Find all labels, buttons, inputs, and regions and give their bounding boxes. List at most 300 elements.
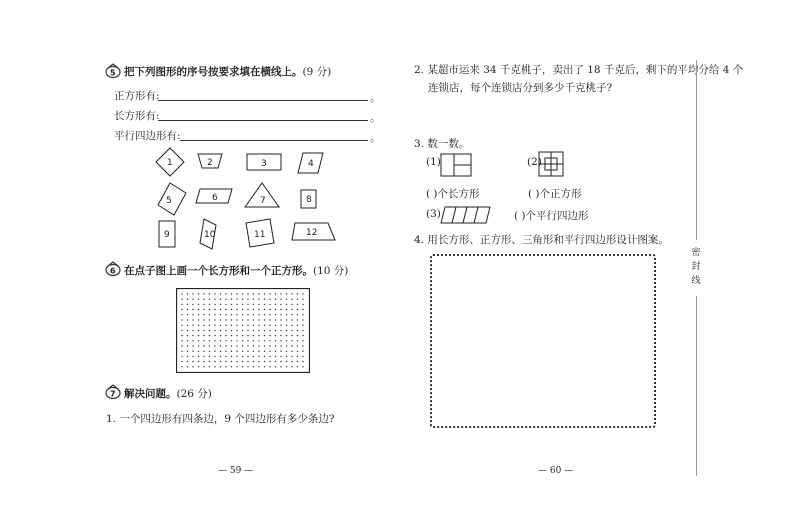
grid-dot bbox=[275, 356, 276, 357]
grid-dot bbox=[203, 340, 204, 341]
grid-dot bbox=[209, 293, 210, 294]
grid-dot bbox=[242, 366, 243, 367]
grid-dot bbox=[291, 340, 292, 341]
grid-dot bbox=[291, 325, 292, 326]
grid-dot bbox=[280, 361, 281, 362]
grid-dot bbox=[192, 340, 193, 341]
grid-dot bbox=[280, 356, 281, 357]
grid-dot bbox=[203, 293, 204, 294]
grid-dot bbox=[253, 335, 254, 336]
grid-dot bbox=[286, 299, 287, 300]
grid-dot bbox=[181, 335, 182, 336]
grid-dot bbox=[242, 361, 243, 362]
grid-dot bbox=[264, 366, 265, 367]
grid-dot bbox=[280, 340, 281, 341]
grid-dot bbox=[225, 293, 226, 294]
shape-5 bbox=[158, 183, 186, 215]
grid-dot bbox=[286, 304, 287, 305]
grid-dot bbox=[297, 314, 298, 315]
binding-label: 密 封 线 bbox=[691, 248, 701, 286]
grid-dot bbox=[269, 356, 270, 357]
grid-dot bbox=[214, 356, 215, 357]
grid-dot bbox=[247, 299, 248, 300]
grid-dot bbox=[258, 299, 259, 300]
grid-dot bbox=[302, 293, 303, 294]
section-6-icon bbox=[104, 261, 122, 277]
grid-dot bbox=[275, 293, 276, 294]
grid-dot bbox=[242, 309, 243, 310]
grid-dot bbox=[181, 345, 182, 346]
grid-dot bbox=[253, 293, 254, 294]
grid-dot bbox=[225, 345, 226, 346]
grid-dot bbox=[269, 366, 270, 367]
grid-dot bbox=[225, 299, 226, 300]
grid-dot bbox=[297, 345, 298, 346]
grid-dot bbox=[225, 340, 226, 341]
answer-squares[interactable]: ( )个正方形 bbox=[528, 188, 582, 200]
grid-dot bbox=[198, 314, 199, 315]
grid-dot bbox=[220, 356, 221, 357]
grid-dot bbox=[302, 314, 303, 315]
grid-dot bbox=[280, 330, 281, 331]
svg-text:9: 9 bbox=[164, 230, 170, 240]
grid-dot bbox=[209, 366, 210, 367]
svg-text:4: 4 bbox=[308, 159, 314, 169]
grid-dot bbox=[203, 299, 204, 300]
grid-dot bbox=[286, 330, 287, 331]
grid-dot bbox=[242, 351, 243, 352]
grid-dot bbox=[231, 319, 232, 320]
dot-grid[interactable] bbox=[176, 288, 310, 373]
grid-dot bbox=[269, 304, 270, 305]
grid-dot bbox=[280, 325, 281, 326]
grid-dot bbox=[297, 319, 298, 320]
grid-dot bbox=[192, 351, 193, 352]
grid-dot bbox=[275, 351, 276, 352]
grid-dot bbox=[302, 366, 303, 367]
grid-dot bbox=[242, 314, 243, 315]
grid-dot bbox=[214, 293, 215, 294]
grid-dot bbox=[220, 304, 221, 305]
grid-dot bbox=[291, 309, 292, 310]
grid-dot bbox=[198, 309, 199, 310]
grid-dot bbox=[203, 335, 204, 336]
svg-text:5: 5 bbox=[110, 68, 116, 78]
question-1: 1. 一个四边形有四条边，9 个四边形有多少条边? bbox=[106, 413, 335, 425]
grid-dot bbox=[236, 314, 237, 315]
grid-dot bbox=[286, 314, 287, 315]
grid-dot bbox=[236, 325, 237, 326]
grid-dot bbox=[187, 293, 188, 294]
grid-dot bbox=[286, 351, 287, 352]
grid-dot bbox=[264, 351, 265, 352]
grid-dot bbox=[187, 361, 188, 362]
grid-dot bbox=[286, 361, 287, 362]
grid-dot bbox=[275, 340, 276, 341]
grid-dot bbox=[192, 335, 193, 336]
grid-dot bbox=[242, 304, 243, 305]
grid-dot bbox=[269, 340, 270, 341]
grid-dot bbox=[225, 314, 226, 315]
grid-dot bbox=[302, 340, 303, 341]
grid-dot bbox=[203, 314, 204, 315]
grid-dot bbox=[187, 340, 188, 341]
grid-dot bbox=[187, 351, 188, 352]
grid-dot bbox=[198, 335, 199, 336]
grid-dot bbox=[181, 319, 182, 320]
grid-dot bbox=[214, 304, 215, 305]
grid-dot bbox=[203, 345, 204, 346]
grid-dot bbox=[258, 361, 259, 362]
grid-dot bbox=[258, 351, 259, 352]
grid-dot bbox=[242, 356, 243, 357]
grid-dot bbox=[181, 356, 182, 357]
grid-dot bbox=[187, 304, 188, 305]
grid-dot bbox=[236, 335, 237, 336]
grid-dot bbox=[247, 304, 248, 305]
grid-dot bbox=[269, 345, 270, 346]
grid-dot bbox=[220, 335, 221, 336]
answer-line-square[interactable] bbox=[158, 100, 368, 101]
grid-dot bbox=[269, 319, 270, 320]
answer-line-rect[interactable] bbox=[158, 120, 368, 121]
grid-dot bbox=[269, 314, 270, 315]
grid-dot bbox=[291, 319, 292, 320]
grid-dot bbox=[297, 340, 298, 341]
grid-dot bbox=[236, 366, 237, 367]
svg-text:12: 12 bbox=[306, 228, 318, 238]
grid-dot bbox=[247, 309, 248, 310]
grid-dot bbox=[236, 361, 237, 362]
page-number-59: — 59 — bbox=[218, 466, 254, 476]
grid-dot bbox=[258, 366, 259, 367]
grid-dot bbox=[291, 293, 292, 294]
grid-dot bbox=[181, 299, 182, 300]
grid-dot bbox=[187, 299, 188, 300]
grid-dot bbox=[264, 340, 265, 341]
grid-dot bbox=[280, 366, 281, 367]
grid-dot bbox=[231, 351, 232, 352]
svg-text:8: 8 bbox=[306, 195, 312, 205]
grid-dot bbox=[242, 340, 243, 341]
grid-dot bbox=[269, 309, 270, 310]
grid-dot bbox=[214, 366, 215, 367]
row-rect-label: 长方形有: bbox=[114, 110, 160, 122]
grid-dot bbox=[286, 345, 287, 346]
grid-dot bbox=[231, 330, 232, 331]
grid-dot bbox=[242, 293, 243, 294]
grid-dot bbox=[209, 299, 210, 300]
grid-dot bbox=[291, 361, 292, 362]
grid-dot bbox=[225, 304, 226, 305]
grid-dot bbox=[297, 304, 298, 305]
grid-dot bbox=[264, 314, 265, 315]
grid-dot bbox=[187, 319, 188, 320]
grid-dot bbox=[181, 314, 182, 315]
grid-dot bbox=[198, 330, 199, 331]
grid-dot bbox=[231, 361, 232, 362]
design-area[interactable] bbox=[430, 254, 656, 428]
grid-dot bbox=[302, 351, 303, 352]
grid-dot bbox=[253, 319, 254, 320]
grid-dot bbox=[192, 330, 193, 331]
answer-rectangles[interactable]: ( )个长方形 bbox=[426, 188, 480, 200]
grid-dot bbox=[269, 293, 270, 294]
grid-dot bbox=[198, 304, 199, 305]
grid-dot bbox=[192, 319, 193, 320]
grid-dot bbox=[297, 335, 298, 336]
grid-dot bbox=[203, 325, 204, 326]
grid-dot bbox=[220, 351, 221, 352]
grid-dot bbox=[231, 325, 232, 326]
grid-dot bbox=[291, 299, 292, 300]
grid-dot bbox=[286, 325, 287, 326]
grid-dot bbox=[291, 314, 292, 315]
grid-dot bbox=[264, 304, 265, 305]
grid-dot bbox=[269, 351, 270, 352]
grid-dot bbox=[247, 340, 248, 341]
grid-dot bbox=[258, 325, 259, 326]
grid-dot bbox=[198, 293, 199, 294]
grid-dot bbox=[286, 319, 287, 320]
grid-dot bbox=[286, 356, 287, 357]
grid-dot bbox=[247, 335, 248, 336]
grid-dot bbox=[203, 304, 204, 305]
grid-dot bbox=[253, 314, 254, 315]
grid-dot bbox=[269, 325, 270, 326]
grid-dot bbox=[286, 340, 287, 341]
grid-dot bbox=[214, 330, 215, 331]
grid-dot bbox=[209, 361, 210, 362]
grid-dot bbox=[198, 325, 199, 326]
answer-parallelograms[interactable]: ( )个平行四边形 bbox=[514, 210, 589, 222]
grid-dot bbox=[214, 325, 215, 326]
figure-squares bbox=[538, 151, 566, 179]
grid-dot bbox=[302, 325, 303, 326]
grid-dot bbox=[247, 314, 248, 315]
grid-dot bbox=[203, 330, 204, 331]
grid-dot bbox=[220, 340, 221, 341]
grid-dot bbox=[209, 304, 210, 305]
grid-dot bbox=[253, 340, 254, 341]
grid-dot bbox=[286, 366, 287, 367]
grid-dot bbox=[220, 345, 221, 346]
grid-dot bbox=[264, 309, 265, 310]
grid-dot bbox=[220, 314, 221, 315]
grid-dot bbox=[231, 356, 232, 357]
grid-dot bbox=[247, 325, 248, 326]
grid-dot bbox=[253, 351, 254, 352]
grid-dot bbox=[192, 293, 193, 294]
grid-dot bbox=[209, 340, 210, 341]
grid-dot bbox=[203, 309, 204, 310]
svg-text:10: 10 bbox=[204, 230, 216, 240]
grid-dot bbox=[275, 366, 276, 367]
binding-line-top bbox=[696, 60, 697, 240]
grid-dot bbox=[275, 314, 276, 315]
grid-dot bbox=[258, 293, 259, 294]
grid-dot bbox=[181, 304, 182, 305]
grid-dot bbox=[192, 366, 193, 367]
grid-dot bbox=[280, 351, 281, 352]
grid-dot bbox=[192, 345, 193, 346]
grid-dot bbox=[242, 325, 243, 326]
grid-dot bbox=[253, 299, 254, 300]
grid-dot bbox=[247, 366, 248, 367]
grid-dot bbox=[220, 299, 221, 300]
svg-text:7: 7 bbox=[110, 389, 116, 399]
grid-dot bbox=[253, 345, 254, 346]
grid-dot bbox=[302, 345, 303, 346]
grid-dot bbox=[264, 293, 265, 294]
grid-dot bbox=[242, 319, 243, 320]
grid-dot bbox=[247, 319, 248, 320]
grid-dot bbox=[275, 299, 276, 300]
section-7-icon bbox=[104, 384, 122, 400]
grid-dot bbox=[291, 366, 292, 367]
grid-dot bbox=[220, 309, 221, 310]
grid-dot bbox=[247, 345, 248, 346]
grid-dot bbox=[214, 309, 215, 310]
grid-dot bbox=[187, 314, 188, 315]
grid-dot bbox=[236, 345, 237, 346]
grid-dot bbox=[198, 319, 199, 320]
grid-dot bbox=[253, 356, 254, 357]
grid-dot bbox=[280, 299, 281, 300]
grid-dot bbox=[231, 335, 232, 336]
grid-dot bbox=[291, 351, 292, 352]
grid-dot bbox=[231, 304, 232, 305]
grid-dot bbox=[236, 340, 237, 341]
grid-dot bbox=[291, 345, 292, 346]
grid-dot bbox=[275, 361, 276, 362]
grid-dot bbox=[220, 293, 221, 294]
grid-dot bbox=[280, 309, 281, 310]
grid-dot bbox=[247, 361, 248, 362]
grid-dot bbox=[187, 309, 188, 310]
grid-dot bbox=[214, 345, 215, 346]
grid-dot bbox=[203, 366, 204, 367]
grid-dot bbox=[297, 351, 298, 352]
grid-dot bbox=[187, 335, 188, 336]
grid-dot bbox=[220, 330, 221, 331]
grid-dot bbox=[242, 345, 243, 346]
grid-dot bbox=[297, 361, 298, 362]
grid-dot bbox=[192, 314, 193, 315]
grid-dot bbox=[225, 356, 226, 357]
grid-dot bbox=[203, 319, 204, 320]
grid-dot bbox=[264, 319, 265, 320]
grid-dot bbox=[214, 314, 215, 315]
grid-dot bbox=[253, 366, 254, 367]
figure-parallelograms bbox=[440, 205, 492, 225]
grid-dot bbox=[236, 304, 237, 305]
grid-dot bbox=[291, 335, 292, 336]
grid-dot bbox=[258, 319, 259, 320]
grid-dot bbox=[231, 299, 232, 300]
question-2-line1: 2. 某超市运来 34 千克桃子，卖出了 18 千克后，剩下的平均分给 4 个 bbox=[414, 64, 744, 76]
grid-dot bbox=[297, 299, 298, 300]
grid-dot bbox=[286, 293, 287, 294]
answer-line-parallelogram[interactable] bbox=[180, 140, 368, 141]
grid-dot bbox=[275, 325, 276, 326]
grid-dot bbox=[187, 345, 188, 346]
grid-dot bbox=[253, 325, 254, 326]
page-number-60: — 60 — bbox=[538, 466, 574, 476]
grid-dot bbox=[242, 335, 243, 336]
grid-dot bbox=[258, 330, 259, 331]
grid-dot bbox=[231, 314, 232, 315]
grid-dot bbox=[187, 325, 188, 326]
grid-dot bbox=[291, 330, 292, 331]
grid-dot bbox=[302, 299, 303, 300]
grid-dot bbox=[203, 361, 204, 362]
grid-dot bbox=[269, 335, 270, 336]
grid-dot bbox=[258, 304, 259, 305]
question-2-line2: 连锁店，每个连锁店分到多少千克桃子? bbox=[428, 82, 613, 94]
section-7-title: 解决问题。(26 分) bbox=[124, 388, 212, 400]
grid-dot bbox=[187, 356, 188, 357]
grid-dot bbox=[286, 335, 287, 336]
grid-dot bbox=[275, 309, 276, 310]
grid-dot bbox=[242, 330, 243, 331]
grid-dot bbox=[264, 345, 265, 346]
grid-dot bbox=[231, 293, 232, 294]
grid-dot bbox=[258, 335, 259, 336]
grid-dot bbox=[225, 330, 226, 331]
grid-dot bbox=[236, 356, 237, 357]
grid-dot bbox=[297, 330, 298, 331]
grid-dot bbox=[187, 366, 188, 367]
grid-dot bbox=[181, 325, 182, 326]
grid-dot bbox=[269, 299, 270, 300]
grid-dot bbox=[214, 335, 215, 336]
grid-dot bbox=[247, 330, 248, 331]
grid-dot bbox=[258, 340, 259, 341]
grid-dot bbox=[275, 304, 276, 305]
grid-dot bbox=[236, 330, 237, 331]
section-5-icon bbox=[104, 63, 122, 79]
grid-dot bbox=[225, 309, 226, 310]
grid-dot bbox=[225, 319, 226, 320]
grid-dot bbox=[209, 325, 210, 326]
grid-dot bbox=[264, 361, 265, 362]
grid-dot bbox=[247, 351, 248, 352]
grid-dot bbox=[258, 345, 259, 346]
svg-text:11: 11 bbox=[254, 230, 266, 240]
grid-dot bbox=[209, 330, 210, 331]
grid-dot bbox=[302, 335, 303, 336]
row-parallelogram-label: 平行四边形有: bbox=[114, 130, 181, 142]
grid-dot bbox=[302, 319, 303, 320]
grid-dot bbox=[187, 330, 188, 331]
grid-dot bbox=[302, 304, 303, 305]
row-square-label: 正方形有: bbox=[114, 90, 160, 102]
grid-dot bbox=[198, 361, 199, 362]
grid-dot bbox=[258, 356, 259, 357]
grid-dot bbox=[242, 299, 243, 300]
grid-dot bbox=[302, 356, 303, 357]
grid-dot bbox=[209, 356, 210, 357]
grid-dot bbox=[209, 351, 210, 352]
grid-dot bbox=[225, 351, 226, 352]
grid-dot bbox=[236, 293, 237, 294]
binding-line-bottom bbox=[696, 296, 697, 476]
svg-text:5: 5 bbox=[166, 196, 172, 206]
grid-dot bbox=[302, 361, 303, 362]
grid-dot bbox=[192, 325, 193, 326]
grid-dot bbox=[236, 299, 237, 300]
